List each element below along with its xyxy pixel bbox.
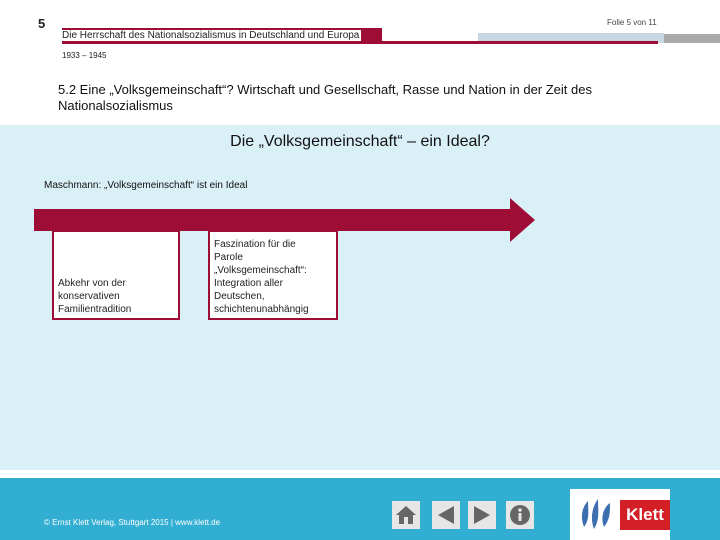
klett-flower-icon <box>576 497 618 535</box>
years-label: 1933 – 1945 <box>62 51 107 60</box>
slide-counter: Folie 5 von 11 <box>607 18 657 27</box>
copyright: © Ernst Klett Verlag, Stuttgart 2015 | www.klett.de <box>44 518 221 527</box>
info-box-fascination <box>208 230 338 320</box>
previous-button[interactable] <box>432 501 460 529</box>
header-divider <box>62 41 658 44</box>
info-icon <box>509 504 531 526</box>
home-button[interactable] <box>392 501 420 529</box>
chapter-number: 5 <box>38 16 46 31</box>
next-icon <box>472 505 492 525</box>
header-title: Die Herrschaft des Nationalsozialismus in Deutschland und Europa <box>62 30 360 41</box>
info-box-family <box>52 230 180 320</box>
klett-logo-text: Klett <box>620 500 670 530</box>
info-button[interactable] <box>506 501 534 529</box>
home-icon <box>394 504 418 526</box>
sub-heading: Maschmann: „Volksgemeinschaft“ ist ein Ideal <box>44 180 248 191</box>
previous-icon <box>436 505 456 525</box>
info-box-text: Abkehr von der konservativen Familientradition <box>58 278 132 315</box>
main-heading: Die „Volksgemeinschaft“ – ein Ideal? <box>230 133 490 150</box>
slide-title: 5.2 Eine „Volksgemeinschaft“? Wirtschaft und Gesellschaft, Rasse und Nation in der Zeit des Nationalsozialismus <box>58 82 592 113</box>
next-button[interactable] <box>468 501 496 529</box>
header-tail-grey <box>664 34 720 43</box>
info-box-text: Faszination für die Parole „Volksgemeinschaft“: Integration aller Deutschen, schichtenunabhängig <box>214 239 309 315</box>
